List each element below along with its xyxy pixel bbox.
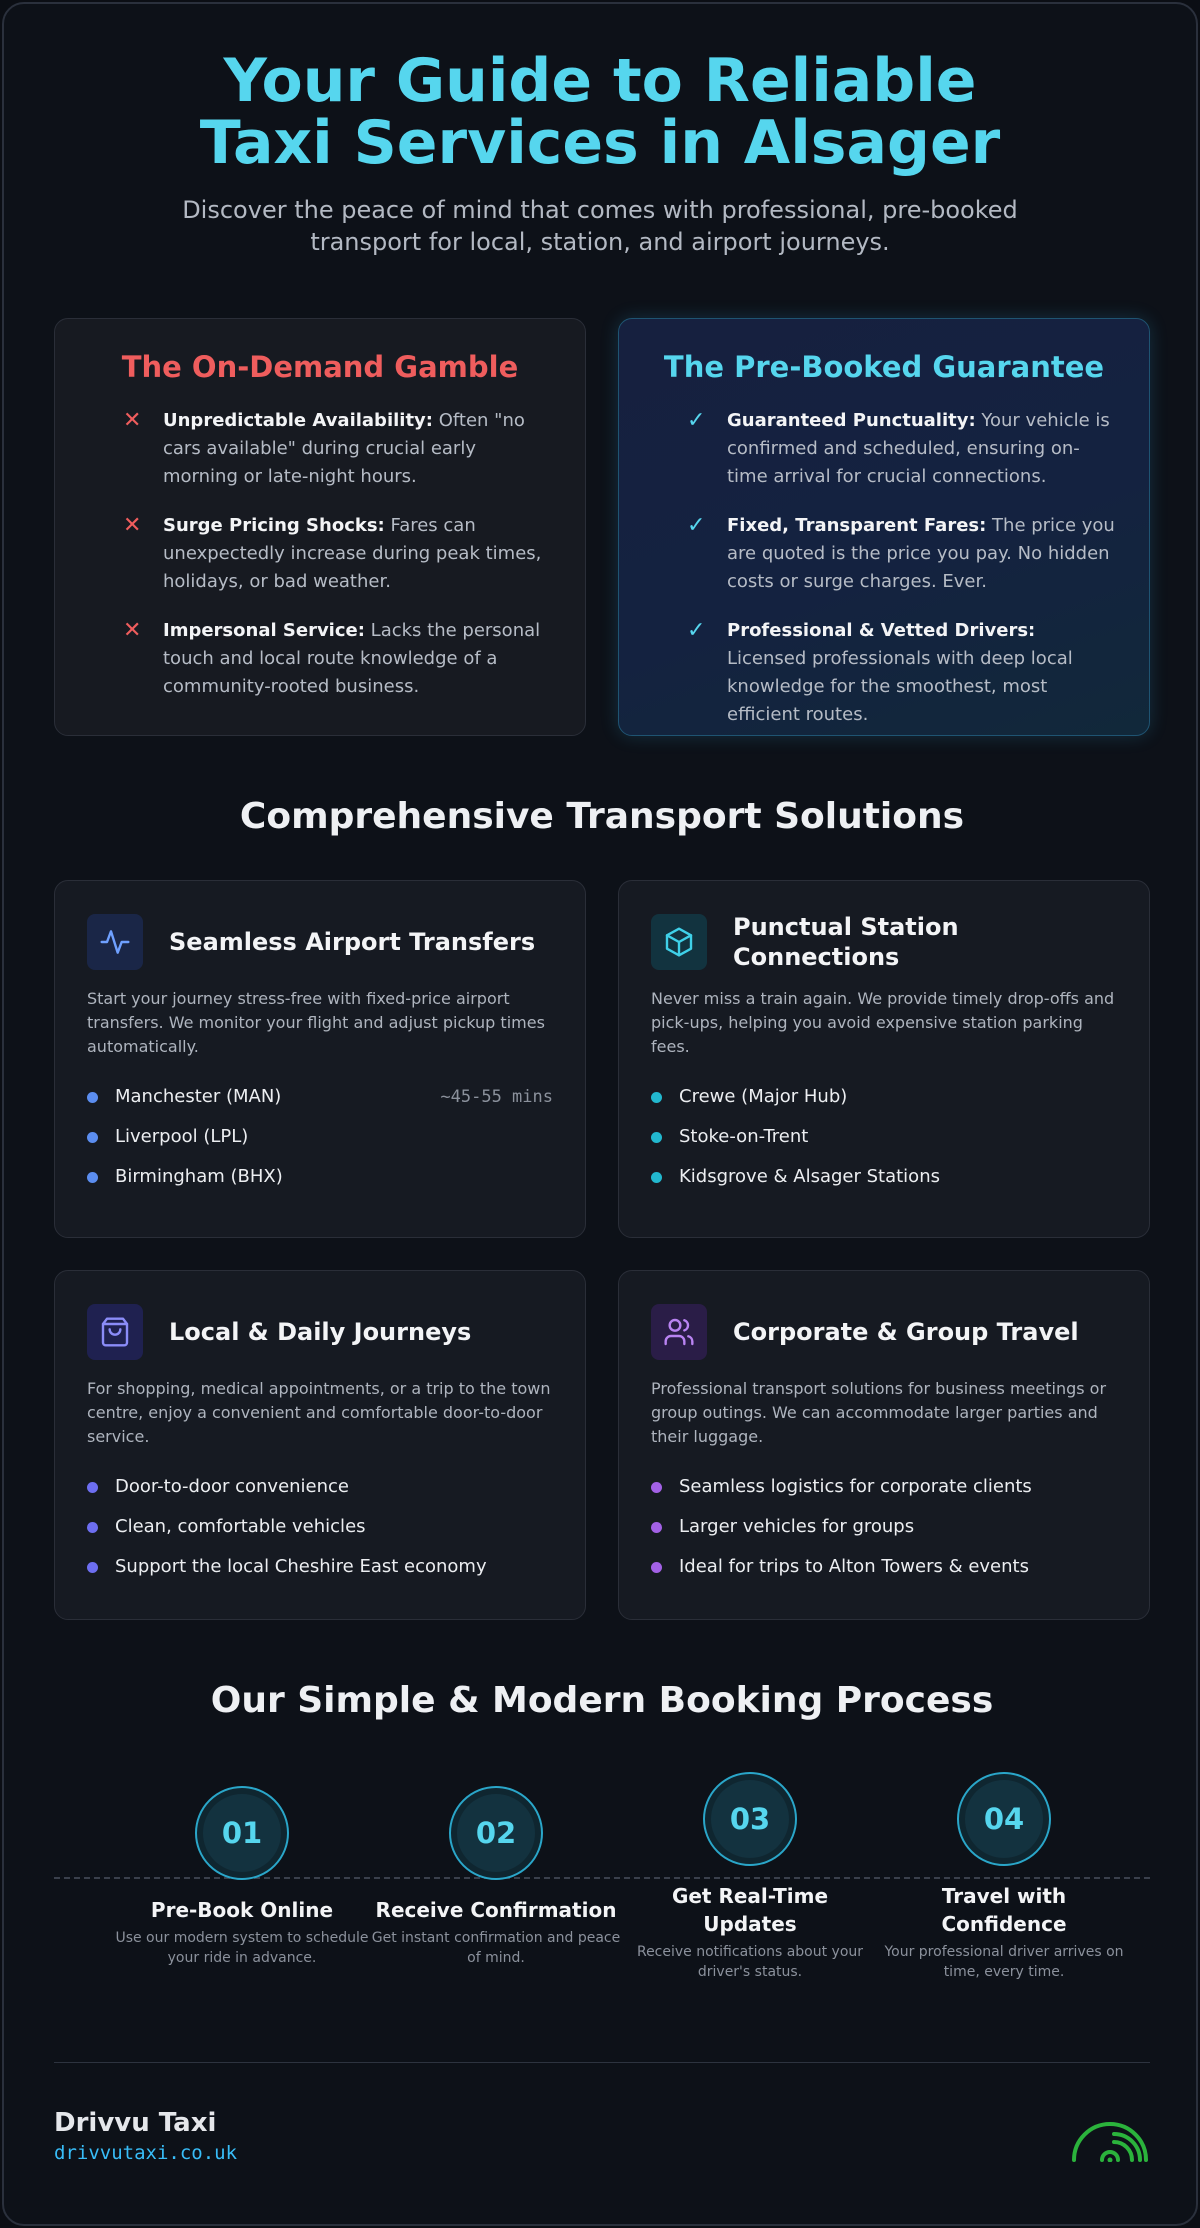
service-title: Corporate & Group Travel bbox=[733, 1318, 1079, 1346]
item-label: Surge Pricing Shocks: bbox=[163, 515, 385, 536]
page-title: Your Guide to Reliable Taxi Services in Alsager bbox=[199, 46, 1001, 178]
service-description: Start your journey stress-free with fixed-price airport transfers. We monitor your flight and adjust pickup times automatically. bbox=[87, 989, 545, 1056]
service-title: Seamless Airport Transfers bbox=[169, 928, 536, 956]
step-description: Receive notifications about your driver's status. bbox=[636, 1944, 864, 1980]
service-list bbox=[651, 1083, 1117, 1203]
list-item: Stoke-on-Trent bbox=[651, 1123, 1117, 1163]
item-label: Impersonal Service: bbox=[163, 620, 365, 641]
signal-arcs-logo-icon bbox=[1070, 2116, 1150, 2162]
step-description: Use our modern system to schedule your ride in advance. bbox=[115, 1930, 369, 1966]
pre-booked-item bbox=[651, 407, 1117, 491]
item-label: Guaranteed Punctuality: bbox=[727, 410, 976, 431]
travel-time-note: ~45-55 mins bbox=[440, 1087, 553, 1107]
service-list bbox=[651, 1473, 1117, 1593]
booking-steps bbox=[54, 1764, 1150, 2004]
step-number-badge: 03 bbox=[703, 1772, 797, 1866]
item-text: Licensed professionals with deep local knowledge for the smoothest, most efficient routes. bbox=[727, 648, 1073, 725]
step-title: Receive Confirmation bbox=[375, 1898, 617, 1922]
item-text: Lacks the personal touch and local route knowledge of a community-rooted business. bbox=[163, 620, 541, 697]
service-title: Local & Daily Journeys bbox=[169, 1318, 472, 1346]
service-title: Punctual Station Connections bbox=[733, 913, 959, 971]
on-demand-item bbox=[87, 512, 553, 596]
step-number-badge: 04 bbox=[957, 1772, 1051, 1866]
cross-icon: ✕ bbox=[123, 618, 142, 643]
service-description: Professional transport solutions for business meetings or group outings. We can accommodate larger parties and their luggage. bbox=[651, 1379, 1107, 1446]
item-text: Often "no cars available" during crucial early morning or late-night hours. bbox=[163, 410, 525, 487]
item-label: Fixed, Transparent Fares: bbox=[727, 515, 987, 536]
step-2 bbox=[369, 1786, 623, 1968]
list-item: Birmingham (BHX) bbox=[87, 1163, 553, 1203]
step-title: Travel with Confidence bbox=[941, 1884, 1067, 1936]
check-icon: ✓ bbox=[687, 408, 706, 433]
list-item: Larger vehicles for groups bbox=[651, 1513, 1117, 1553]
pre-booked-item bbox=[651, 617, 1117, 729]
brand-name: Drivvu Taxi bbox=[54, 2108, 217, 2138]
infographic-page bbox=[2, 2, 1198, 2226]
service-list bbox=[87, 1083, 553, 1203]
item-text: The price you are quoted is the price you pay. No hidden costs or surge charges. Ever. bbox=[727, 515, 1115, 592]
pre-booked-card bbox=[618, 318, 1150, 736]
list-item: Manchester (MAN) ~45-55 mins bbox=[87, 1083, 553, 1123]
service-card-corporate bbox=[618, 1270, 1150, 1620]
comparison-section bbox=[54, 318, 1150, 736]
step-description: Your professional driver arrives on time, every time. bbox=[884, 1944, 1124, 1980]
step-description: Get instant confirmation and peace of mind. bbox=[371, 1930, 621, 1966]
step-3 bbox=[623, 1772, 877, 1982]
on-demand-item bbox=[87, 407, 553, 491]
list-item: Kidsgrove & Alsager Stations bbox=[651, 1163, 1117, 1203]
list-item: Ideal for trips to Alton Towers & events bbox=[651, 1553, 1117, 1593]
on-demand-title: The On-Demand Gamble bbox=[121, 350, 519, 384]
package-box-icon bbox=[651, 914, 707, 970]
step-title: Get Real-Time Updates bbox=[671, 1884, 829, 1936]
cross-icon: ✕ bbox=[123, 513, 142, 538]
on-demand-item bbox=[87, 617, 553, 701]
list-item: Door-to-door convenience bbox=[87, 1473, 553, 1513]
step-1 bbox=[115, 1786, 369, 1968]
list-item: Liverpool (LPL) bbox=[87, 1123, 553, 1163]
services-heading: Comprehensive Transport Solutions bbox=[239, 796, 965, 837]
shopping-bag-icon bbox=[87, 1304, 143, 1360]
check-icon: ✓ bbox=[687, 513, 706, 538]
step-number-badge: 01 bbox=[195, 1786, 289, 1880]
activity-pulse-icon bbox=[87, 914, 143, 970]
step-4 bbox=[877, 1772, 1131, 1982]
process-heading: Our Simple & Modern Booking Process bbox=[210, 1680, 994, 1721]
service-card-airport bbox=[54, 880, 586, 1238]
check-icon: ✓ bbox=[687, 618, 706, 643]
item-text: Fares can unexpectedly increase during peak times, holidays, or bad weather. bbox=[163, 515, 542, 592]
footer-divider bbox=[54, 2062, 1150, 2063]
service-description: For shopping, medical appointments, or a trip to the town centre, enjoy a convenient and comfortable door-to-door service. bbox=[87, 1379, 551, 1446]
item-text: Your vehicle is confirmed and scheduled, ensuring on-time arrival for crucial connections. bbox=[727, 410, 1110, 487]
on-demand-card bbox=[54, 318, 586, 736]
users-icon bbox=[651, 1304, 707, 1360]
list-item: Support the local Cheshire East economy bbox=[87, 1553, 553, 1593]
item-label: Unpredictable Availability: bbox=[163, 410, 433, 431]
pre-booked-item bbox=[651, 512, 1117, 596]
service-card-station bbox=[618, 880, 1150, 1238]
website-link[interactable]: drivvutaxi.co.uk bbox=[54, 2142, 238, 2164]
page-subtitle: Discover the peace of mind that comes with professional, pre-booked transport for local, station, and airport journeys. bbox=[182, 196, 1018, 256]
list-item: Crewe (Major Hub) bbox=[651, 1083, 1117, 1123]
step-title: Pre-Book Online bbox=[150, 1898, 334, 1922]
item-label: Professional & Vetted Drivers: bbox=[727, 620, 1036, 641]
list-item: Seamless logistics for corporate clients bbox=[651, 1473, 1117, 1513]
pre-booked-title: The Pre-Booked Guarantee bbox=[663, 350, 1105, 384]
hero bbox=[4, 4, 1196, 258]
cross-icon: ✕ bbox=[123, 408, 142, 433]
service-description: Never miss a train again. We provide timely drop-offs and pick-ups, helping you avoid expensive station parking fees. bbox=[651, 989, 1115, 1056]
service-card-local bbox=[54, 1270, 586, 1620]
service-list bbox=[87, 1473, 553, 1593]
step-number-badge: 02 bbox=[449, 1786, 543, 1880]
list-item: Clean, comfortable vehicles bbox=[87, 1513, 553, 1553]
